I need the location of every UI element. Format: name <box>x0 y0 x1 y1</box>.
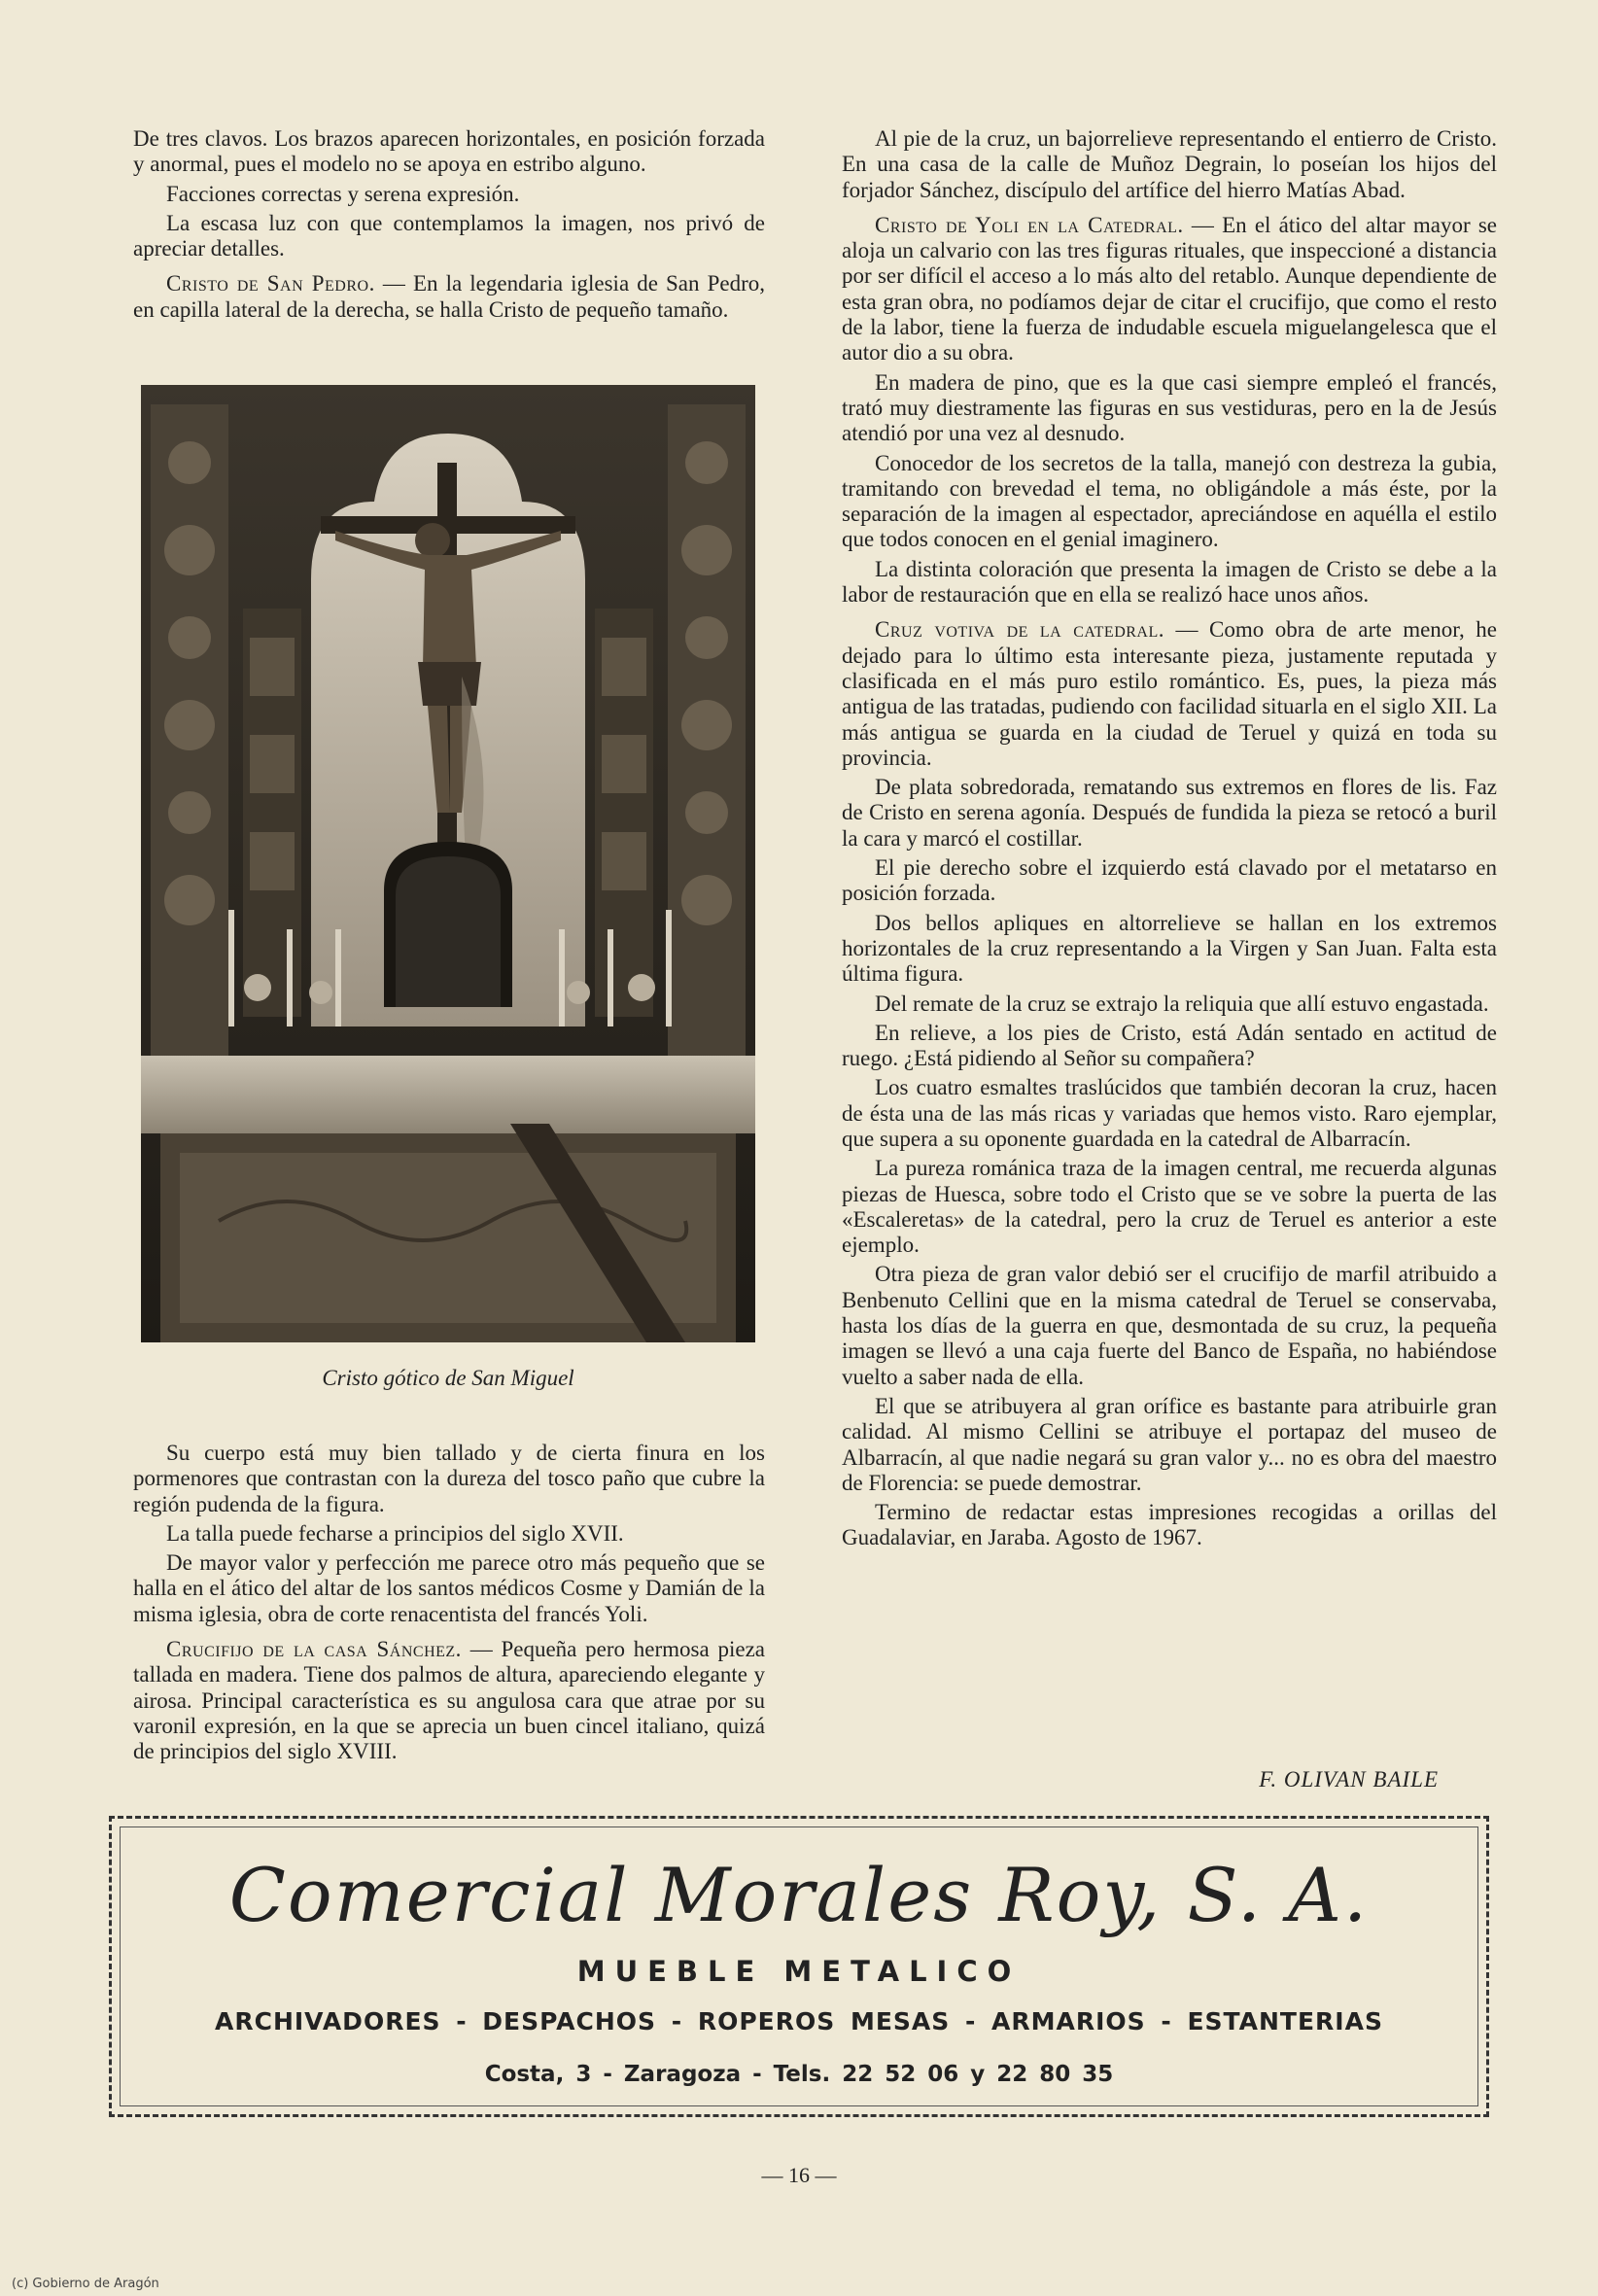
photo-caption: Cristo gótico de San Miguel <box>322 1366 574 1390</box>
section-san-pedro <box>133 271 765 323</box>
advertisement-box <box>109 1816 1489 2117</box>
section-text: — Pequeña pero hermosa pieza tallada en madera. Tiene dos palmos de altura, apareciendo elegante y airosa. Principal característica es su angulosa cara que atrae por su varonil expresión, en la que se aprecia un buen cincel italiano, quizá de principios del siglo XVIII. <box>133 1637 765 1764</box>
paragraph: Dos bellos apliques en altorrelieve se hallan en los extremos horizontales de la cruz representando a la Virgen y San Juan. Falta esta última figura. <box>842 910 1497 987</box>
paragraph: De mayor valor y perfección me parece otro más pequeño que se halla en el ático del altar de los santos médicos Cosme y Damián de la misma iglesia, obra de corte renacentista del francés Yoli. <box>133 1550 765 1626</box>
paragraph: En madera de pino, que es la que casi siempre empleó el francés, trató muy diestramente las figuras en sus vestiduras, pero en la de Jesús atendió por una vez al desnudo. <box>842 369 1497 446</box>
copyright-credit: (c) Gobierno de Aragón <box>12 2277 159 2291</box>
section-cruz <box>842 617 1497 771</box>
right-column <box>842 126 1497 1555</box>
left-column-bottom <box>133 1441 765 1769</box>
paragraph: El que se atribuyera al gran orífice es bastante para atribuirle gran calidad. Al mismo Cellini se atribuye el portapaz del museo de Albarracín, al que nadie negará su gran valor y... no es obra del maestro de Florencia: se puede demostrar. <box>842 1393 1497 1495</box>
paragraph: La pureza románica traza de la imagen central, me recuerda algunas piezas de Huesca, sobre todo el Cristo que se ve sobre la puerta de las «Escaleretas» de la catedral, pero la cruz de Teruel es anterior a este ejemplo. <box>842 1156 1497 1258</box>
section-heading: Cruz votiva de la catedral. <box>875 617 1165 643</box>
paragraph: Los cuatro esmaltes traslúcidos que también decoran la cruz, hacen de ésta una de las más ricas y variadas que hemos visto. Raro ejemplar, que supera a su oponente guardada en la catedral de Albarracín. <box>842 1075 1497 1151</box>
ad-address-line: Costa, 3 - Zaragoza - Tels. 22 52 06 y 22 80 35 <box>484 2062 1114 2087</box>
altar-photo <box>141 385 755 1342</box>
author-signature: F. OLIVAN BAILE <box>1259 1767 1439 1792</box>
paragraph: El pie derecho sobre el izquierdo está clavado por el metatarso en posición forzada. <box>842 855 1497 906</box>
paragraph: Termino de redactar estas impresiones recogidas a orillas del Guadalaviar, en Jaraba. Agosto de 1967. <box>842 1500 1497 1550</box>
paragraph: La escasa luz con que contemplamos la imagen, nos privó de apreciar detalles. <box>133 210 765 261</box>
section-heading: Cristo de Yoli en la Catedral. <box>875 212 1184 237</box>
paragraph: Facciones correctas y serena expresión. <box>166 181 520 206</box>
paragraph: De plata sobredorada, rematando sus extremos en flores de lis. Faz de Cristo en serena agonía. Después de fundida la pieza se retocó a buril la cara y marcó el costillar. <box>842 775 1497 851</box>
section-heading: Cristo de San Pedro. <box>166 271 375 296</box>
paragraph: La distinta coloración que presenta la imagen de Cristo se debe a la labor de restauración que en ella se realizó hace unos años. <box>842 556 1497 608</box>
ad-company-name: Comercial Morales Roy, S. A. <box>228 1852 1370 1938</box>
left-column-top <box>133 126 765 327</box>
paragraph: Su cuerpo está muy bien tallado y de cierta finura en los pormenores que contrastan con la dureza del tosco paño que cubre la región pudenda de la figura. <box>133 1441 765 1516</box>
paragraph: De tres clavos. Los brazos aparecen horizontales, en posición forzada y anormal, pues el modelo no se apoya en estribo alguno. <box>133 126 765 177</box>
paragraph: Conocedor de los secretos de la talla, manejó con destreza la gubia, tramitando con brevedad el tema, no obligándole a más éste, por la separación de la imagen al espectador, apreciándose en aquélla el estilo que todos conocen en el genial imaginero. <box>842 450 1497 552</box>
paragraph: En relieve, a los pies de Cristo, está Adán sentado en actitud de ruego. ¿Está pidiendo al Señor su compañera? <box>842 1020 1497 1071</box>
paragraph: La talla puede fecharse a principios del siglo XVII. <box>166 1520 624 1546</box>
section-text: — En el ático del altar mayor se aloja un calvario con las tres figuras rituales, que inspeccioné a distancia por ser difícil el acceso a lo más alto del retablo. Aunque dependiente de esta gran obra, no podíamos dejar de citar el crucifijo, que como el resto de la labor, tiene la fuerza de indudable escuela miguelangelesca que el autor dio a su obra. <box>842 212 1498 365</box>
ad-product-line: MUEBLE METALICO <box>576 1955 1022 1988</box>
section-sanchez <box>133 1637 765 1764</box>
paragraph: Otra pieza de gran valor debió ser el crucifijo de marfil atribuido a Benbenuto Cellini que en la misma catedral de Teruel se conservaba, hasta los días de la guerra en que, desmontada de su cruz, la pequeña imagen se llevó a una caja fuerte del Banco de España, no habiéndose vuelto a saber nada de ella. <box>842 1262 1497 1389</box>
paragraph: Al pie de la cruz, un bajorrelieve representando el entierro de Cristo. En una casa de la calle de Muñoz Degrain, lo poseían los hijos del forjador Sánchez, discípulo del artífice del hierro Matías Abad. <box>842 126 1497 202</box>
crucifix-altar-illustration <box>141 385 755 1342</box>
page-number: — 16 — <box>761 2163 837 2187</box>
section-heading: Crucifijo de la casa Sánchez. <box>166 1637 462 1662</box>
section-text: — Como obra de arte menor, he dejado para lo último esta interesante pieza, justamente reputada y clasificada en el más puro estilo romántico. Es, pues, la pieza más antigua de las tratadas, pudiendo con facilidad situarla en el siglo XII. La más antigua se guarda en la ciudad de Teruel y quizá en toda su provincia. <box>842 617 1497 770</box>
ad-items-line: ARCHIVADORES - DESPACHOS - ROPEROS MESAS - ARMARIOS - ESTANTERIAS <box>215 2007 1383 2035</box>
paragraph: Del remate de la cruz se extrajo la reliquia que allí estuvo engastada. <box>875 991 1489 1016</box>
section-text: — En la legendaria iglesia de San Pedro, en capilla lateral de la derecha, se halla Cristo de pequeño tamaño. <box>133 271 765 322</box>
section-yoli <box>842 213 1497 366</box>
